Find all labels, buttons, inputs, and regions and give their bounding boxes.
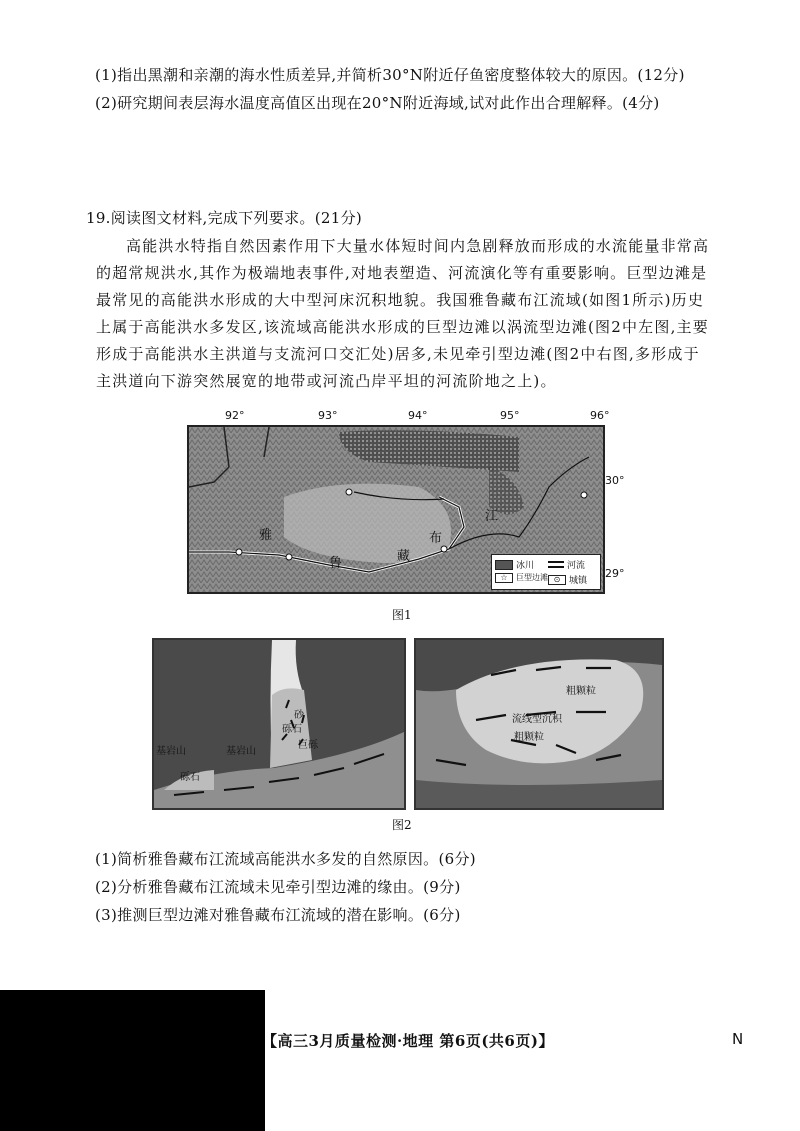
figure1-map (187, 425, 605, 594)
redaction-block (0, 990, 265, 1131)
sub-question-2: (2)分析雅鲁藏布江流域未见牵引型边滩的缘由。(9分) (95, 878, 461, 896)
sub-question-1: (1)简析雅鲁藏布江流域高能洪水多发的自然原因。(6分) (95, 850, 476, 868)
label-coarse-lower: 粗颗粒 (514, 732, 544, 743)
glacier-swatch (495, 560, 513, 570)
lon-label-96: 96° (590, 409, 610, 422)
lat-label-29: 29° (605, 567, 625, 580)
page-footer: 【高三3月质量检测·地理 第6页(共6页)】 (262, 1032, 554, 1050)
town-icon: ⊙ (548, 575, 566, 585)
figure2-caption: 图2 (392, 818, 412, 832)
label-sand: 砂 (294, 710, 304, 721)
map-label-lu: 鲁 (329, 556, 343, 571)
lat-label-30: 30° (605, 474, 625, 487)
lon-label-94: 94° (408, 409, 428, 422)
lon-label-95: 95° (500, 409, 520, 422)
map-legend (491, 554, 601, 590)
label-gravel-upper: 砾石 (282, 724, 302, 735)
map-label-ya: 雅 (259, 528, 273, 543)
lon-label-93: 93° (318, 409, 338, 422)
label-gravel-lower: 砾石 (180, 772, 200, 783)
legend-town (548, 573, 587, 586)
star-icon: ☆ (495, 573, 513, 583)
label-coarse-upper: 粗颗粒 (566, 686, 596, 697)
sub-question-3: (3)推测巨型边滩对雅鲁藏布江流域的潜在影响。(6分) (95, 906, 461, 924)
legend-glacier-label: 冰川 (516, 561, 535, 571)
label-bedrock-right: 基岩山 (226, 746, 256, 757)
legend-glacier (495, 558, 534, 571)
figure2-left-diagram (152, 638, 406, 810)
question-header: 19.阅读图文材料,完成下列要求。(21分) (86, 209, 363, 227)
lon-label-92: 92° (225, 409, 245, 422)
legend-giant-bar (495, 573, 548, 583)
legend-giant-bar-label: 巨型边滩 (516, 573, 548, 582)
question-paragraph: 高能洪水特指自然因素作用下大量水体短时间内急剧释放而形成的水流能量非常高的超常规洪水,其作为极端地表事件,对地表塑造、河流演化等有重要影响。巨型边滩是最常见的高能洪水形成的大中型河床沉积地貌。我国雅鲁藏布江流域(如图1所示)历史上属于高能洪水多发区,该流域高能洪水形成的巨型边滩以涡流型边滩(图2中左图,主要形成于高能洪水主洪道与支流河口交汇处)居多,未见牵引型边滩(图2中右图,多形成于主洪道向下游突然展宽的地带或河流凸岸平坦的河流阶地之上)。 (96, 237, 710, 390)
map-label-bu: 布 (429, 531, 443, 546)
label-bedrock-left: 基岩山 (156, 746, 186, 757)
legend-town-label: 城镇 (569, 576, 588, 586)
prev-question-2: (2)研究期间表层海水温度高值区出现在20°N附近海域,试对此作出合理解释。(4分) (95, 94, 660, 112)
figure2-right-diagram (414, 638, 664, 810)
label-streamline-deposit: 流线型沉积 (512, 714, 562, 725)
prev-question-1: (1)指出黑潮和亲潮的海水性质差异,并简析30°N附近仔鱼密度整体较大的原因。(12分) (95, 66, 685, 84)
legend-river (548, 558, 585, 571)
map-label-zang: 藏 (397, 549, 411, 564)
figure1-caption: 图1 (392, 608, 412, 622)
legend-river-label: 河流 (567, 561, 586, 571)
label-boulder: 巨砾 (298, 740, 318, 751)
corner-mark: N (732, 1030, 744, 1048)
map-label-jiang: 江 (485, 509, 499, 524)
river-swatch (548, 561, 564, 568)
